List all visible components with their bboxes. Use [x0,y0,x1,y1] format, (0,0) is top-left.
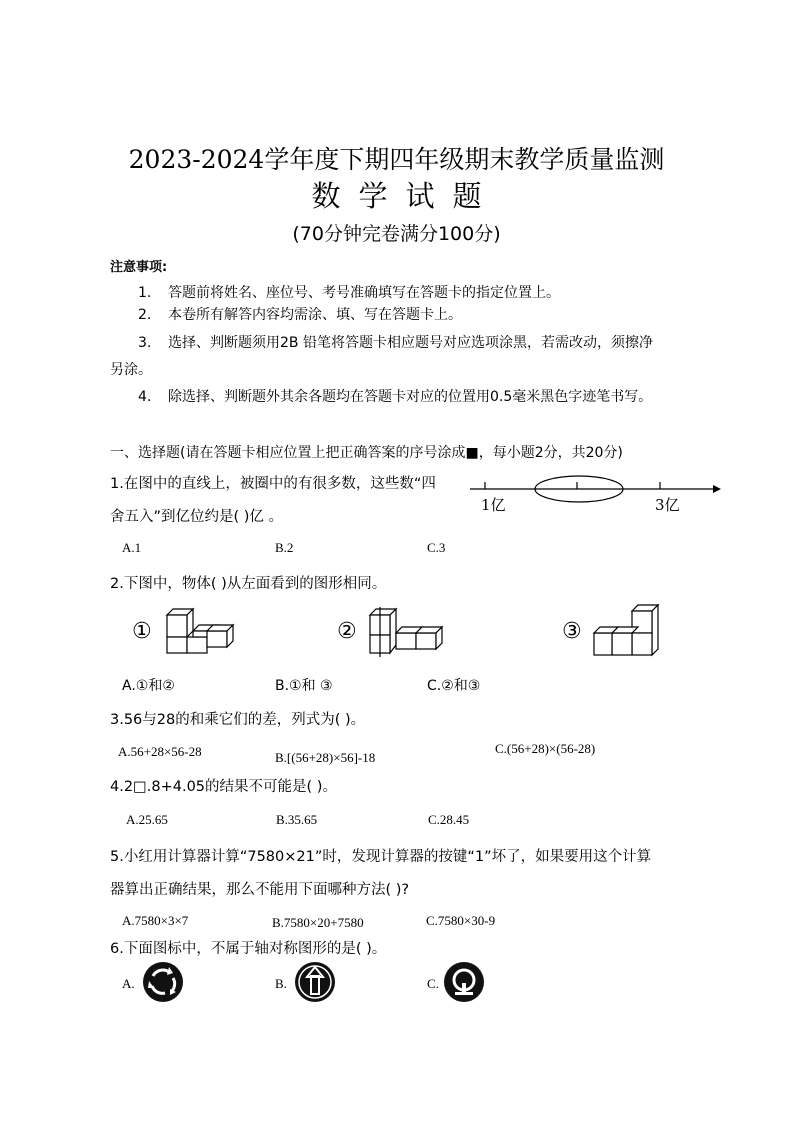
notice-item-number: 2. [138,307,152,323]
question-5-option-c[interactable]: C.7580×30-9 [426,913,496,928]
question-4-text: 4.2□.8+4.05的结果不可能是( )。 [110,779,337,795]
question-5-option-b[interactable]: B.7580×20+7580 [272,915,364,930]
notice-item-3 [138,332,653,352]
figure-label-3: ③ [562,619,582,644]
question-6-option-c[interactable]: C. [427,976,439,991]
question-4-option-b[interactable]: B.35.65 [276,812,318,827]
question-2-option-c[interactable]: C.②和③ [427,678,481,694]
notice-item-text: 除选择、判断题外其余各题均在答题卡对应的位置用0.5毫米黑色字迹笔书写。 [168,389,653,405]
question-2-option-b[interactable]: B.①和 ③ [275,678,333,694]
question-3-option-c[interactable]: C.(56+28)×(56-28) [495,741,596,756]
notice-item-number: 1. [138,285,152,301]
question-3-option-b[interactable]: B.[(56+28)×56]-18 [275,750,376,765]
question-5-option-a[interactable]: A.7580×3×7 [122,913,189,928]
notice-item-text: 本卷所有解答内容均需涂、填、写在答题卡上。 [168,307,462,323]
figure-label-1: ① [132,619,152,644]
question-3-text: 3.56与28的和乘它们的差，列式为( )。 [110,712,366,728]
figure-label-2: ② [337,619,357,644]
notice-item-1 [138,282,560,302]
recycle-arrows-icon [142,961,184,1003]
exam-duration-note: (70分钟完卷满分100分) [292,223,501,245]
cube-stack-figure-3 [592,603,672,659]
question-2-text: 2.下图中，物体( )从左面看到的图形相同。 [110,576,387,592]
number-line-label-1: 1亿 [481,496,506,514]
notice-item-number: 3. [138,335,152,351]
railway-logo-icon [443,961,485,1003]
notice-item-2 [138,304,462,324]
question-1-option-c[interactable]: C.3 [427,540,446,555]
section-heading-choice: 一、选择题(请在答题卡相应位置上把正确答案的序号涂成■，每小题2分，共20分) [110,445,623,461]
notice-item-text: 选择、判断题须用2B 铅笔将答题卡相应题号对应选项涂黑，若需改动，须擦净 [168,335,653,351]
notice-item-text: 答题前将姓名、座位号、考号准确填写在答题卡的指定位置上。 [168,285,560,301]
question-1-line-1: 1.在图中的直线上，被圈中的有很多数，这些数“四 [110,476,436,492]
up-arrow-sign-icon [294,961,336,1003]
question-4-option-c[interactable]: C.28.45 [428,812,470,827]
question-2-option-a[interactable]: A.①和② [122,678,175,694]
question-5-line-2: 器算出正确结果，那么不能用下面哪种方法( )? [110,882,410,898]
question-4-option-a[interactable]: A.25.65 [126,812,168,827]
notice-item-number: 4. [138,389,152,405]
question-5-line-1: 5.小红用计算器计算“7580×21”时，发现计算器的按键“1”坏了，如果要用这个计算 [110,849,652,865]
question-1-option-b[interactable]: B.2 [275,540,294,555]
question-1-option-a[interactable]: A.1 [122,540,142,555]
exam-title: 2023-2024学年度下期四年级期末教学质量监测 [128,145,665,174]
question-1-line-2: 舍五入”到亿位约是( )亿 。 [110,509,284,525]
notice-item-4 [138,386,652,406]
question-3-option-a[interactable]: A.56+28×56-28 [118,744,202,759]
question-6-option-a[interactable]: A. [122,976,135,991]
cube-stack-figure-2 [368,607,448,657]
notice-heading: 注意事项: [110,260,168,275]
question-6-text: 6.下面图标中，不属于轴对称图形的是( )。 [110,941,387,957]
subject-title: 数学试题 [311,179,500,213]
number-line-label-3: 3亿 [655,496,680,514]
cube-stack-figure-1 [165,607,245,657]
notice-item-3-continued: 另涂。 [110,362,152,378]
question-6-option-b[interactable]: B. [275,976,287,991]
